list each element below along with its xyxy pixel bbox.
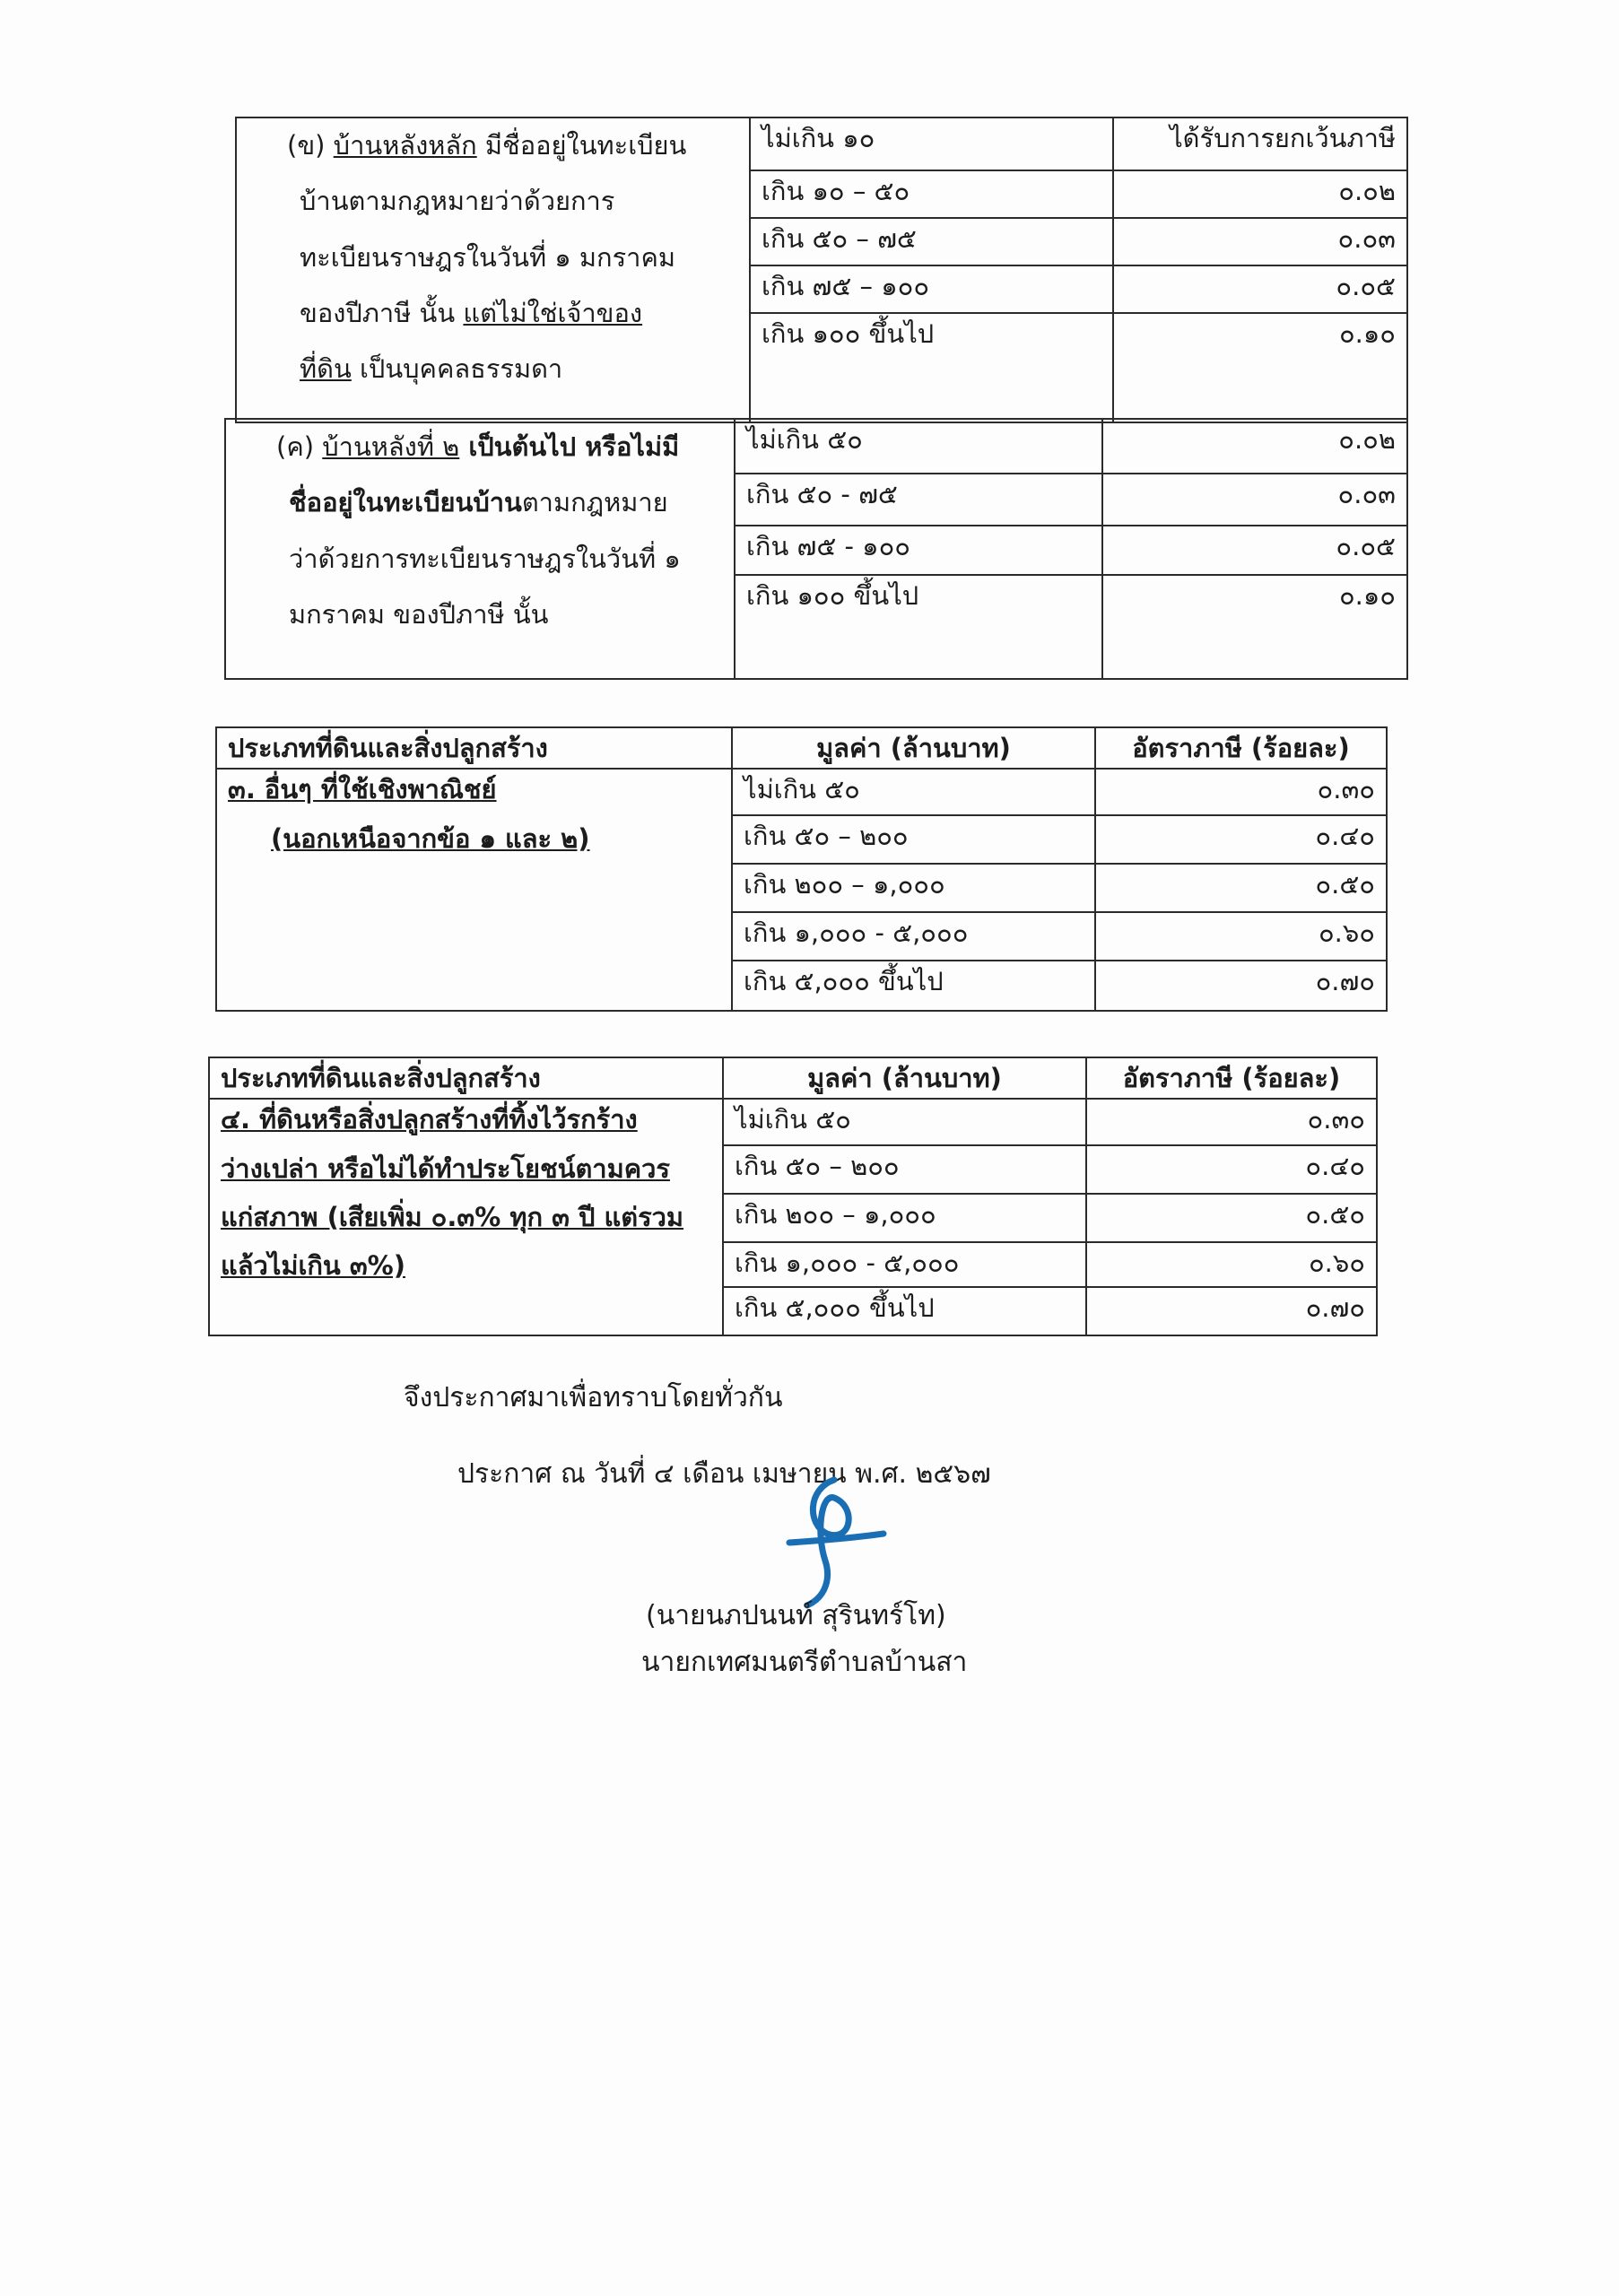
table4-category-line-2: แก่สภาพ (เสียเพิ่ม ๐.๓% ทุก ๓ ปี แต่รวม bbox=[221, 1201, 684, 1232]
table-kh-rate-1: ๐.๐๒ bbox=[1113, 170, 1407, 218]
table-kh-description bbox=[236, 117, 750, 422]
table-kho-desc-part-2-0: ว่าด้วยการทะเบียนราษฎรในวันที่ ๑ bbox=[289, 543, 681, 574]
table3-range-2: เกิน ๒๐๐ – ๑,๐๐๐ bbox=[732, 864, 1095, 912]
table-kh-desc bbox=[248, 129, 738, 385]
table-kh-range-2: เกิน ๕๐ – ๗๕ bbox=[750, 218, 1113, 265]
table3-rate-2: ๐.๕๐ bbox=[1095, 864, 1387, 912]
table3-range-3: เกิน ๑,๐๐๐ - ๕,๐๐๐ bbox=[732, 912, 1095, 961]
table3-header-value: มูลค่า (ล้านบาท) bbox=[732, 727, 1095, 769]
table4-rate-4: ๐.๗๐ bbox=[1086, 1287, 1377, 1335]
table4-header-type: ประเภทที่ดินและสิ่งปลูกสร้าง bbox=[209, 1057, 723, 1099]
table3-rate-0: ๐.๓๐ bbox=[1095, 769, 1387, 815]
signer-name: (นายนภปนนท์ สุรินทร์โท) bbox=[646, 1600, 946, 1631]
table3-range-1: เกิน ๕๐ – ๒๐๐ bbox=[732, 815, 1095, 864]
table-kho-desc-line-0 bbox=[237, 430, 723, 463]
table-kho-rate-0: ๐.๐๒ bbox=[1102, 419, 1407, 474]
table-kh-range-0: ไม่เกิน ๑๐ bbox=[750, 117, 1113, 170]
table-kh-desc-part-3-0: ของปีภาษี นั้น bbox=[300, 297, 464, 328]
table4-category bbox=[209, 1099, 723, 1335]
table4-rate-2: ๐.๕๐ bbox=[1086, 1194, 1377, 1242]
table-kh-range-1: เกิน ๑๐ – ๕๐ bbox=[750, 170, 1113, 218]
table-kho-desc-part-1-1: ตามกฎหมาย bbox=[521, 487, 668, 518]
table3-category-line-0: ๓. อื่นๆ ที่ใช้เชิงพาณิชย์ bbox=[228, 774, 497, 805]
table-kho-description bbox=[225, 419, 735, 679]
table-kh-desc-part-1-0: บ้านตามกฎหมายว่าด้วยการ bbox=[300, 186, 615, 217]
table4-range-0: ไม่เกิน ๕๐ bbox=[723, 1099, 1086, 1145]
table-kho-desc-part-0-1: เป็นต้นไป หรือไม่มี bbox=[459, 431, 680, 462]
table-kho-desc-part-1-0: ชื่ออยู่ในทะเบียนบ้าน bbox=[289, 487, 522, 518]
table4-range-2: เกิน ๒๐๐ – ๑,๐๐๐ bbox=[723, 1194, 1086, 1242]
table-kho-desc bbox=[237, 430, 723, 631]
table3-header-rate: อัตราภาษี (ร้อยละ) bbox=[1095, 727, 1387, 769]
table3-header-type: ประเภทที่ดินและสิ่งปลูกสร้าง bbox=[216, 727, 732, 769]
table4-rate-1: ๐.๔๐ bbox=[1086, 1145, 1377, 1194]
table4-header-value: มูลค่า (ล้านบาท) bbox=[723, 1057, 1086, 1099]
table-kh-range-3: เกิน ๗๕ – ๑๐๐ bbox=[750, 265, 1113, 313]
table-kh-desc-part-0-0: บ้านหลังหลัก bbox=[333, 130, 477, 161]
table-kho-rate-3: ๐.๑๐ bbox=[1102, 575, 1407, 679]
table4-rate-3: ๐.๖๐ bbox=[1086, 1242, 1377, 1287]
table-kh-desc-part-2-0: ทะเบียนราษฎรในวันที่ ๑ มกราคม bbox=[300, 241, 675, 273]
table4-range-3: เกิน ๑,๐๐๐ - ๕,๐๐๐ bbox=[723, 1242, 1086, 1287]
table-kho-desc-line-3 bbox=[237, 598, 723, 631]
signature-mark bbox=[771, 1471, 888, 1614]
table-kho-rate-1: ๐.๐๓ bbox=[1102, 474, 1407, 525]
table4-range-4: เกิน ๕,๐๐๐ ขึ้นไป bbox=[723, 1287, 1086, 1335]
table4-category-line-3: แล้วไม่เกิน ๓%) bbox=[221, 1250, 405, 1281]
table3-range-4: เกิน ๕,๐๐๐ ขึ้นไป bbox=[732, 961, 1095, 1011]
table3-rate-4: ๐.๗๐ bbox=[1095, 961, 1387, 1011]
table-vacant-land bbox=[208, 1057, 1378, 1336]
table3-category bbox=[216, 769, 732, 1011]
table-kho-rate-2: ๐.๐๕ bbox=[1102, 526, 1407, 575]
table-kh-desc-part-0-1: มีชื่ออยู่ในทะเบียน bbox=[476, 130, 687, 161]
table-kh-rate-0: ได้รับการยกเว้นภาษี bbox=[1113, 117, 1407, 170]
table3-rate-3: ๐.๖๐ bbox=[1095, 912, 1387, 961]
table3-range-0: ไม่เกิน ๕๐ bbox=[732, 769, 1095, 815]
table-kho-range-0: ไม่เกิน ๕๐ bbox=[735, 419, 1102, 474]
table3-category-line-1: (นอกเหนือจากข้อ ๑ และ ๒) bbox=[271, 822, 590, 854]
table-kh-desc-line-3 bbox=[248, 297, 738, 329]
table-kh-desc-line-4 bbox=[248, 352, 738, 385]
table-kh-desc-part-4-0: ที่ดิน bbox=[300, 353, 352, 384]
table-kho-desc-part-0-0: บ้านหลังที่ ๒ bbox=[322, 431, 460, 462]
table4-range-1: เกิน ๕๐ – ๒๐๐ bbox=[723, 1145, 1086, 1194]
table-kh-desc-line-1 bbox=[248, 185, 738, 217]
table-kh-desc-line-0 bbox=[248, 129, 738, 161]
table-kh-desc-line-2 bbox=[248, 241, 738, 274]
table-kho-range-3: เกิน ๑๐๐ ขึ้นไป bbox=[735, 575, 1102, 679]
signer-title: นายกเทศมนตรีตำบลบ้านสา bbox=[641, 1647, 968, 1678]
table-kh-rate-4: ๐.๑๐ bbox=[1113, 313, 1407, 422]
announcement-text: จึงประกาศมาเพื่อทราบโดยทั่วกัน bbox=[404, 1382, 783, 1413]
table3-rate-1: ๐.๔๐ bbox=[1095, 815, 1387, 864]
table-kh-range-4: เกิน ๑๐๐ ขึ้นไป bbox=[750, 313, 1113, 422]
table4-header-rate: อัตราภาษี (ร้อยละ) bbox=[1086, 1057, 1377, 1099]
table4-category-line-0: ๔. ที่ดินหรือสิ่งปลูกสร้างที่ทิ้งไว้รกร้าง bbox=[221, 1104, 638, 1135]
table-kho-desc-line-1 bbox=[237, 486, 723, 518]
table-kh-label: (ข) bbox=[287, 130, 334, 161]
table-kh bbox=[235, 117, 1408, 423]
table-kh-rate-3: ๐.๐๕ bbox=[1113, 265, 1407, 313]
table-kho-label: (ค) bbox=[276, 431, 323, 462]
table-kh-desc-part-3-1: แต่ไม่ใช่เจ้าของ bbox=[463, 297, 643, 328]
table-kho-range-2: เกิน ๗๕ - ๑๐๐ bbox=[735, 526, 1102, 575]
table-kho bbox=[224, 418, 1408, 680]
table-kh-rate-2: ๐.๐๓ bbox=[1113, 218, 1407, 265]
table-commercial bbox=[215, 726, 1388, 1012]
table4-category-line-1: ว่างเปล่า หรือไม่ได้ทำประโยชน์ตามควร bbox=[221, 1152, 670, 1184]
table4-rate-0: ๐.๓๐ bbox=[1086, 1099, 1377, 1145]
table-kho-range-1: เกิน ๕๐ - ๗๕ bbox=[735, 474, 1102, 525]
announcement-date: ประกาศ ณ วันที่ ๔ เดือน เมษายน พ.ศ. ๒๕๖๗ bbox=[457, 1458, 991, 1490]
table-kho-desc-part-3-0: มกราคม ของปีภาษี นั้น bbox=[289, 598, 549, 630]
table-kh-desc-part-4-1: เป็นบุคคลธรรมดา bbox=[351, 353, 563, 384]
table-kho-desc-line-2 bbox=[237, 543, 723, 575]
